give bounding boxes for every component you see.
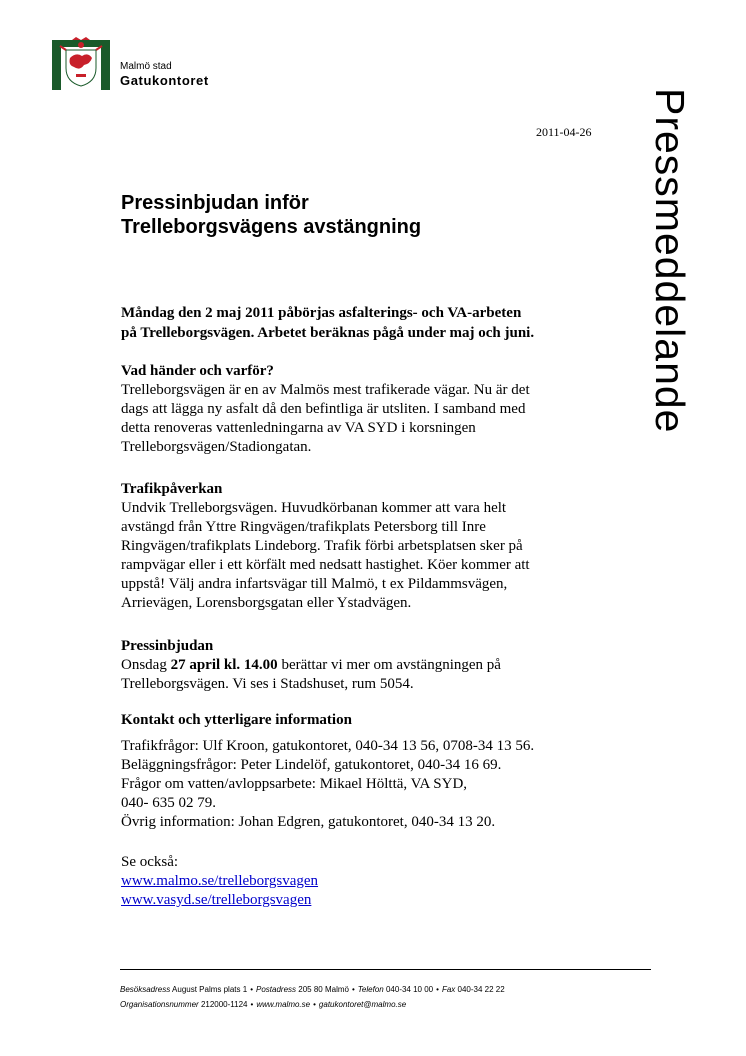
contact-line: Beläggningsfrågor: Peter Lindelöf, gatukontoret, 040-34 16 69.: [121, 757, 502, 773]
document-date: 2011-04-26: [536, 125, 592, 139]
body-line: Trelleborgsvägen/Stadiongatan.: [121, 439, 312, 455]
footer-visit-label: Besöksadress: [120, 985, 171, 994]
footer-fax-label: Fax: [441, 985, 456, 994]
footer-separator: •: [351, 985, 355, 994]
section-press-invite: [121, 637, 621, 694]
footer-phone-value: 040-34 10 00: [385, 985, 434, 994]
footer-visit-value: August Palms plats 1: [172, 985, 248, 994]
document-type-text: Pressmeddelande: [647, 88, 693, 434]
contact-line: Trafikfrågor: Ulf Kroon, gatukontoret, 040-34 13 56, 0708-34 13 56.: [121, 738, 535, 754]
lead-line-1: Måndag den 2 maj 2011 påbörjas asfalterings- och VA-arbeten: [121, 305, 522, 321]
malmo-coat-of-arms-icon: [52, 36, 112, 90]
department-name: Gatukontoret: [120, 73, 209, 88]
footer-phone-label: Telefon: [357, 985, 384, 994]
section-see-also: [121, 853, 621, 910]
invite-pre: Onsdag: [121, 657, 171, 673]
contact-line: 040- 635 02 79.: [121, 795, 216, 811]
body-line: Arrievägen, Lorensborgsgatan eller Ystadvägen.: [121, 595, 412, 611]
contact-line: Övrig information: Johan Edgren, gatukontoret, 040-34 13 20.: [121, 814, 496, 830]
lead-paragraph: [121, 303, 621, 343]
footer-separator: •: [436, 985, 439, 994]
section-heading: Vad händer och varför?: [121, 363, 274, 379]
footer-post-label: Postadress: [256, 985, 297, 994]
footer-fax-value: 040-34 22 22: [457, 985, 505, 994]
body-line: Trelleborgsvägen är en av Malmös mest trafikerade vägar. Nu är det: [121, 382, 530, 398]
page-title: [121, 191, 421, 239]
section-heading: Kontakt och ytterligare information: [121, 712, 352, 728]
body-line: Trelleborgsvägen. Vi ses i Stadshuset, rum 5054.: [121, 676, 414, 692]
section-why: [121, 362, 621, 457]
title-line-2: Trelleborgsvägens avstängning: [121, 216, 422, 238]
invite-post: berättar vi mer om avstängningen på: [277, 657, 501, 673]
body-line: Ringvägen/trafikplats Lindeborg. Trafik förbi arbetsplatsen sker på: [121, 538, 523, 554]
footer-web[interactable]: www.malmo.se: [256, 1000, 311, 1009]
link-malmo[interactable]: www.malmo.se/trelleborgsvagen: [121, 873, 319, 889]
footer-separator: •: [250, 1000, 254, 1009]
body-line: [121, 656, 621, 675]
lead-line-2: på Trelleborgsvägen. Arbetet beräknas pågå under maj och juni.: [121, 325, 535, 341]
contact-line: Frågor om vatten/avloppsarbete: Mikael Hölttä, VA SYD,: [121, 776, 468, 792]
section-traffic: [121, 480, 621, 613]
footer-org-label: Organisationsnummer: [120, 1000, 199, 1009]
footer-org-value: 212000-1124: [200, 1000, 248, 1009]
body-line: detta renoveras vattenledningarna av VA SYD i korsningen: [121, 420, 476, 436]
footer-line-1: [120, 982, 505, 997]
link-vasyd[interactable]: www.vasyd.se/trelleborgsvagen: [121, 892, 312, 908]
footer: [120, 982, 505, 1012]
footer-line-2: [120, 997, 505, 1012]
invite-datetime: 27 april kl. 14.00: [170, 657, 278, 673]
body-line: Undvik Trelleborgsvägen. Huvudkörbanan kommer att vara helt: [121, 500, 507, 516]
document-type-label: [644, 88, 696, 528]
body-line: rampvägar eller i ett körfält med nedsatt hastighet. Köer kommer att: [121, 557, 530, 573]
footer-email[interactable]: gatukontoret@malmo.se: [318, 1000, 407, 1009]
body-line: dags att lägga ny asfalt då den befintliga är utsliten. I samband med: [121, 401, 526, 417]
footer-separator: •: [250, 985, 253, 994]
footer-separator: •: [313, 1000, 316, 1009]
body-line: avstängd från Yttre Ringvägen/trafikplats Petersborg till Inre: [121, 519, 486, 535]
section-heading: Trafikpåverkan: [121, 481, 223, 497]
section-contact: [121, 711, 621, 832]
footer-divider: [120, 969, 651, 970]
org-name: Malmö stad: [120, 61, 172, 72]
body-line: uppstå! Välj andra infartsvägar till Malmö, t ex Pildammsvägen,: [121, 576, 508, 592]
footer-post-value: 205 80 Malmö: [298, 985, 349, 994]
see-also-label: Se också:: [121, 854, 179, 870]
title-line-1: Pressinbjudan inför: [121, 192, 309, 214]
section-heading: Pressinbjudan: [121, 638, 214, 654]
